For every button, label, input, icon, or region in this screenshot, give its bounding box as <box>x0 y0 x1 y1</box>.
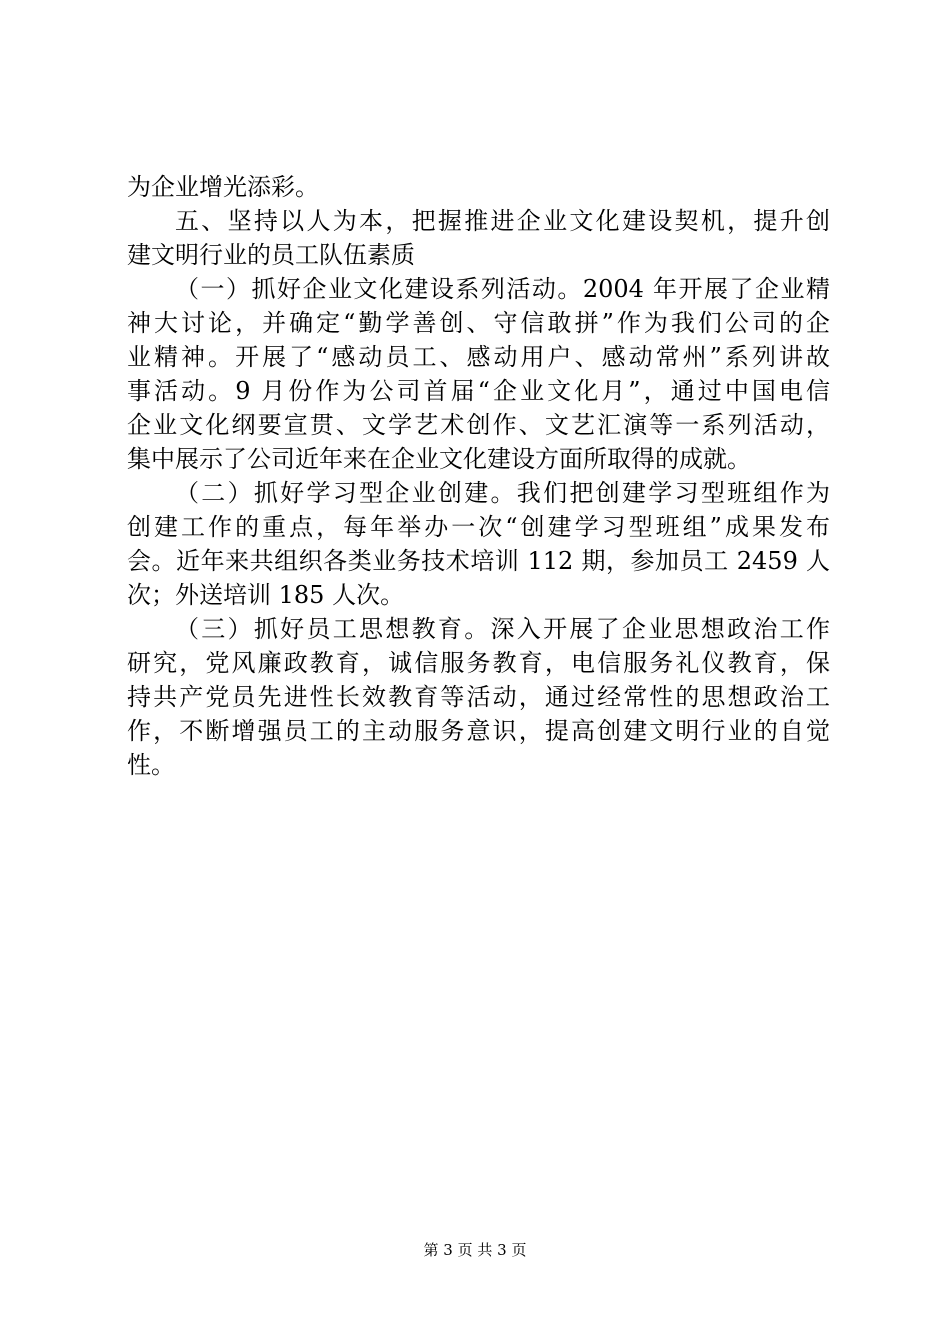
paragraph-line: 作，不断增强员工的主动服务意识，提高创建文明行业的自觉 <box>127 717 830 745</box>
section-heading-line: 五、坚持以人为本，把握推进企业文化建设契机，提升创 <box>175 207 830 235</box>
paragraph-line: 事活动。9 月份作为公司首届“企业文化月”，通过中国电信 <box>127 377 830 405</box>
paragraph-line: 持共产党员先进性长效教育等活动，通过经常性的思想政治工 <box>127 683 830 711</box>
document-body <box>127 170 830 782</box>
paragraph-line: （一）抓好企业文化建设系列活动。2004 年开展了企业精 <box>175 275 830 303</box>
paragraph-line: 会。近年来共组织各类业务技术培训 112 期，参加员工 2459 人 <box>127 547 830 575</box>
paragraph-line: 业精神。开展了“感动员工、感动用户、感动常州”系列讲故 <box>127 343 830 371</box>
text-line: 为企业增光添彩。 <box>127 173 319 201</box>
paragraph-line: 企业文化纲要宣贯、文学艺术创作、文艺汇演等一系列活动， <box>127 411 830 439</box>
paragraph-line: 次；外送培训 185 人次。 <box>127 581 405 609</box>
page-number-footer: 第 3 页 共 3 页 <box>423 1241 527 1259</box>
paragraph-line: 研究，党风廉政教育，诚信服务教育，电信服务礼仪教育，保 <box>127 649 830 677</box>
paragraph-line: （二）抓好学习型企业创建。我们把创建学习型班组作为 <box>175 479 830 507</box>
paragraph-line: 性。 <box>127 751 175 779</box>
paragraph-line: 集中展示了公司近年来在企业文化建设方面所取得的成就。 <box>127 445 751 473</box>
paragraph-line: 神大讨论，并确定“勤学善创、守信敢拼”作为我们公司的企 <box>127 309 830 337</box>
paragraph-line: 创建工作的重点，每年举办一次“创建学习型班组”成果发布 <box>127 513 830 541</box>
paragraph-line: （三）抓好员工思想教育。深入开展了企业思想政治工作 <box>175 615 830 643</box>
section-heading-line: 建文明行业的员工队伍素质 <box>127 241 415 269</box>
